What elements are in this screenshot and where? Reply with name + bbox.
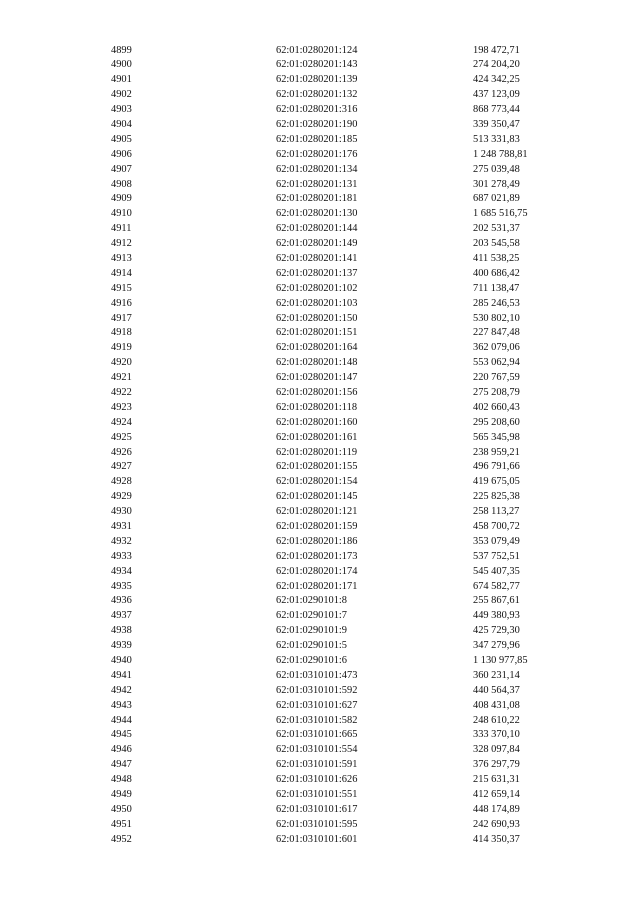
row-number: 4946 <box>111 744 132 756</box>
row-number: 4915 <box>111 282 132 294</box>
cadastral-value: 1 248 788,81 <box>473 148 528 160</box>
cadastral-value: 545 407,35 <box>473 565 520 577</box>
cadastral-number: 62:01:0310101:592 <box>276 684 358 696</box>
cadastral-number: 62:01:0290101:6 <box>276 655 348 667</box>
table-row <box>0 178 640 193</box>
table-row <box>0 133 640 148</box>
row-number: 4921 <box>111 372 132 384</box>
cadastral-value: 412 659,14 <box>473 789 520 801</box>
row-number: 4912 <box>111 238 132 250</box>
row-number: 4913 <box>111 252 132 264</box>
cadastral-value: 537 752,51 <box>473 550 520 562</box>
cadastral-number: 62:01:0280201:130 <box>276 208 358 220</box>
table-row <box>0 163 640 178</box>
table-row <box>0 148 640 163</box>
cadastral-number: 62:01:0280201:118 <box>276 401 358 413</box>
row-number: 4929 <box>111 491 132 503</box>
cadastral-value: 411 538,25 <box>473 252 520 264</box>
row-number: 4940 <box>111 655 132 667</box>
cadastral-number: 62:01:0280201:143 <box>276 59 358 71</box>
table-row <box>0 624 640 639</box>
table-row <box>0 222 640 237</box>
table-row <box>0 431 640 446</box>
row-number: 4905 <box>111 133 132 145</box>
row-number: 4927 <box>111 461 132 473</box>
table-row <box>0 58 640 73</box>
table-row <box>0 773 640 788</box>
cadastral-value: 274 204,20 <box>473 59 520 71</box>
row-number: 4935 <box>111 580 132 592</box>
table-row <box>0 714 640 729</box>
cadastral-number: 62:01:0280201:155 <box>276 461 358 473</box>
table-row <box>0 728 640 743</box>
cadastral-number: 62:01:0310101:582 <box>276 714 358 726</box>
row-number: 4937 <box>111 610 132 622</box>
row-number: 4947 <box>111 759 132 771</box>
cadastral-value: 425 729,30 <box>473 625 520 637</box>
cadastral-value: 347 279,96 <box>473 640 520 652</box>
table-row <box>0 535 640 550</box>
cadastral-value: 1 130 977,85 <box>473 655 528 667</box>
cadastral-value: 553 062,94 <box>473 357 520 369</box>
data-table <box>0 44 640 848</box>
row-number: 4934 <box>111 565 132 577</box>
cadastral-number: 62:01:0280201:103 <box>276 297 358 309</box>
table-row <box>0 460 640 475</box>
cadastral-value: 711 138,47 <box>473 282 520 294</box>
cadastral-number: 62:01:0280201:173 <box>276 550 358 562</box>
cadastral-value: 440 564,37 <box>473 684 520 696</box>
cadastral-value: 376 297,79 <box>473 759 520 771</box>
cadastral-number: 62:01:0310101:627 <box>276 699 358 711</box>
table-row <box>0 639 640 654</box>
cadastral-number: 62:01:0280201:151 <box>276 327 358 339</box>
cadastral-value: 202 531,37 <box>473 223 520 235</box>
table-row <box>0 803 640 818</box>
table-row <box>0 699 640 714</box>
row-number: 4916 <box>111 297 132 309</box>
cadastral-value: 353 079,49 <box>473 535 520 547</box>
table-row <box>0 386 640 401</box>
cadastral-value: 402 660,43 <box>473 401 520 413</box>
table-row <box>0 297 640 312</box>
cadastral-value: 258 113,27 <box>473 506 520 518</box>
cadastral-number: 62:01:0280201:102 <box>276 282 358 294</box>
row-number: 4909 <box>111 193 132 205</box>
table-row <box>0 44 640 59</box>
row-number: 4920 <box>111 357 132 369</box>
row-number: 4903 <box>111 104 132 116</box>
cadastral-number: 62:01:0280201:121 <box>276 506 358 518</box>
table-row <box>0 490 640 505</box>
table-row <box>0 312 640 327</box>
cadastral-value: 248 610,22 <box>473 714 520 726</box>
table-row <box>0 207 640 222</box>
cadastral-number: 62:01:0280201:144 <box>276 223 358 235</box>
table-row <box>0 520 640 535</box>
cadastral-number: 62:01:0280201:132 <box>276 89 358 101</box>
row-number: 4923 <box>111 401 132 413</box>
row-number: 4936 <box>111 595 132 607</box>
cadastral-value: 360 231,14 <box>473 669 520 681</box>
row-number: 4942 <box>111 684 132 696</box>
table-row <box>0 758 640 773</box>
cadastral-value: 275 208,79 <box>473 386 520 398</box>
cadastral-number: 62:01:0280201:181 <box>276 193 358 205</box>
cadastral-value: 674 582,77 <box>473 580 520 592</box>
cadastral-value: 419 675,05 <box>473 476 520 488</box>
cadastral-number: 62:01:0310101:626 <box>276 774 358 786</box>
table-row <box>0 833 640 848</box>
cadastral-value: 437 123,09 <box>473 89 520 101</box>
row-number: 4901 <box>111 74 132 86</box>
row-number: 4932 <box>111 535 132 547</box>
row-number: 4907 <box>111 163 132 175</box>
cadastral-value: 687 021,89 <box>473 193 520 205</box>
row-number: 4941 <box>111 669 132 681</box>
row-number: 4939 <box>111 640 132 652</box>
cadastral-number: 62:01:0280201:316 <box>276 104 358 116</box>
table-row <box>0 326 640 341</box>
row-number: 4911 <box>111 223 132 235</box>
cadastral-number: 62:01:0280201:164 <box>276 342 358 354</box>
cadastral-value: 203 545,58 <box>473 238 520 250</box>
cadastral-number: 62:01:0280201:161 <box>276 431 358 443</box>
cadastral-value: 238 959,21 <box>473 446 520 458</box>
cadastral-value: 333 370,10 <box>473 729 520 741</box>
cadastral-value: 868 773,44 <box>473 104 520 116</box>
cadastral-value: 215 631,31 <box>473 774 520 786</box>
cadastral-number: 62:01:0290101:5 <box>276 640 348 652</box>
cadastral-number: 62:01:0280201:156 <box>276 386 358 398</box>
cadastral-number: 62:01:0280201:174 <box>276 565 358 577</box>
table-row <box>0 475 640 490</box>
cadastral-number: 62:01:0280201:119 <box>276 446 358 458</box>
row-number: 4938 <box>111 625 132 637</box>
cadastral-number: 62:01:0280201:145 <box>276 491 358 503</box>
cadastral-number: 62:01:0280201:139 <box>276 74 358 86</box>
row-number: 4918 <box>111 327 132 339</box>
row-number: 4926 <box>111 446 132 458</box>
cadastral-value: 285 246,53 <box>473 297 520 309</box>
cadastral-number: 62:01:0310101:554 <box>276 744 358 756</box>
cadastral-number: 62:01:0310101:551 <box>276 789 358 801</box>
row-number: 4948 <box>111 774 132 786</box>
table-row <box>0 565 640 580</box>
table-row <box>0 416 640 431</box>
cadastral-value: 565 345,98 <box>473 431 520 443</box>
row-number: 4902 <box>111 89 132 101</box>
table-row <box>0 237 640 252</box>
row-number: 4919 <box>111 342 132 354</box>
cadastral-number: 62:01:0310101:595 <box>276 818 358 830</box>
table-row <box>0 192 640 207</box>
row-number: 4949 <box>111 789 132 801</box>
table-row <box>0 446 640 461</box>
cadastral-value: 198 472,71 <box>473 44 520 56</box>
cadastral-number: 62:01:0280201:149 <box>276 238 358 250</box>
row-number: 4910 <box>111 208 132 220</box>
cadastral-number: 62:01:0280201:148 <box>276 357 358 369</box>
cadastral-value: 513 331,83 <box>473 133 520 145</box>
cadastral-value: 225 825,38 <box>473 491 520 503</box>
row-number: 4922 <box>111 386 132 398</box>
table-row <box>0 341 640 356</box>
table-row <box>0 73 640 88</box>
row-number: 4933 <box>111 550 132 562</box>
cadastral-number: 62:01:0310101:601 <box>276 833 358 845</box>
cadastral-number: 62:01:0280201:150 <box>276 312 358 324</box>
cadastral-number: 62:01:0290101:9 <box>276 625 348 637</box>
cadastral-value: 414 350,37 <box>473 833 520 845</box>
cadastral-value: 242 690,93 <box>473 818 520 830</box>
cadastral-value: 530 802,10 <box>473 312 520 324</box>
cadastral-value: 275 039,48 <box>473 163 520 175</box>
table-row <box>0 550 640 565</box>
table-row <box>0 669 640 684</box>
row-number: 4952 <box>111 833 132 845</box>
cadastral-value: 328 097,84 <box>473 744 520 756</box>
cadastral-number: 62:01:0280201:185 <box>276 133 358 145</box>
cadastral-number: 62:01:0280201:134 <box>276 163 358 175</box>
table-row <box>0 505 640 520</box>
table-row <box>0 282 640 297</box>
row-number: 4931 <box>111 521 132 532</box>
table-row <box>0 609 640 624</box>
cadastral-value: 227 847,48 <box>473 327 520 339</box>
cadastral-value: 339 350,47 <box>473 118 520 130</box>
table-row <box>0 743 640 758</box>
row-number: 4950 <box>111 803 132 815</box>
table-row <box>0 88 640 103</box>
cadastral-value: 362 079,06 <box>473 342 520 354</box>
cadastral-number: 62:01:0310101:591 <box>276 759 358 771</box>
table-row <box>0 356 640 371</box>
row-number: 4908 <box>111 178 132 190</box>
cadastral-value: 424 342,25 <box>473 74 520 86</box>
cadastral-number: 62:01:0280201:141 <box>276 252 358 264</box>
row-number: 4914 <box>111 267 132 279</box>
cadastral-number: 62:01:0280201:176 <box>276 148 358 160</box>
cadastral-number: 62:01:0290101:7 <box>276 610 348 622</box>
cadastral-number: 62:01:0280201:190 <box>276 118 358 130</box>
cadastral-value: 1 685 516,75 <box>473 208 528 220</box>
row-number: 4930 <box>111 506 132 518</box>
row-number: 4943 <box>111 699 132 711</box>
table-row <box>0 580 640 595</box>
table-row <box>0 594 640 609</box>
table-row <box>0 103 640 118</box>
row-number: 4928 <box>111 476 132 488</box>
row-number: 4944 <box>111 714 132 726</box>
row-number: 4906 <box>111 148 132 160</box>
row-number: 4925 <box>111 431 132 443</box>
cadastral-number: 62:01:0280201:159 <box>276 521 358 532</box>
cadastral-value: 400 686,42 <box>473 267 520 279</box>
row-number: 4899 <box>111 44 132 56</box>
table-row <box>0 371 640 386</box>
table-row <box>0 267 640 282</box>
cadastral-value: 408 431,08 <box>473 699 520 711</box>
table-row <box>0 118 640 133</box>
cadastral-value: 220 767,59 <box>473 372 520 384</box>
table-row <box>0 252 640 267</box>
cadastral-number: 62:01:0310101:617 <box>276 803 358 815</box>
row-number: 4900 <box>111 59 132 71</box>
cadastral-number: 62:01:0280201:147 <box>276 372 358 384</box>
cadastral-number: 62:01:0280201:171 <box>276 580 358 592</box>
row-number: 4904 <box>111 118 132 130</box>
row-number: 4917 <box>111 312 132 324</box>
cadastral-value: 458 700,72 <box>473 521 520 532</box>
cadastral-number: 62:01:0290101:8 <box>276 595 348 607</box>
cadastral-value: 496 791,66 <box>473 461 520 473</box>
cadastral-number: 62:01:0310101:665 <box>276 729 358 741</box>
table-row <box>0 818 640 833</box>
cadastral-number: 62:01:0280201:137 <box>276 267 358 279</box>
table-row <box>0 684 640 699</box>
cadastral-value: 295 208,60 <box>473 416 520 428</box>
cadastral-number: 62:01:0280201:154 <box>276 476 358 488</box>
cadastral-number: 62:01:0280201:131 <box>276 178 358 190</box>
cadastral-number: 62:01:0280201:124 <box>276 44 358 56</box>
cadastral-value: 449 380,93 <box>473 610 520 622</box>
cadastral-value: 255 867,61 <box>473 595 520 607</box>
table-row <box>0 401 640 416</box>
table-row <box>0 788 640 803</box>
cadastral-number: 62:01:0280201:186 <box>276 535 358 547</box>
cadastral-value: 448 174,89 <box>473 803 520 815</box>
cadastral-value: 301 278,49 <box>473 178 520 190</box>
cadastral-number: 62:01:0280201:160 <box>276 416 358 428</box>
table-row <box>0 654 640 669</box>
row-number: 4951 <box>111 818 132 830</box>
row-number: 4945 <box>111 729 132 741</box>
cadastral-number: 62:01:0310101:473 <box>276 669 358 681</box>
row-number: 4924 <box>111 416 132 428</box>
